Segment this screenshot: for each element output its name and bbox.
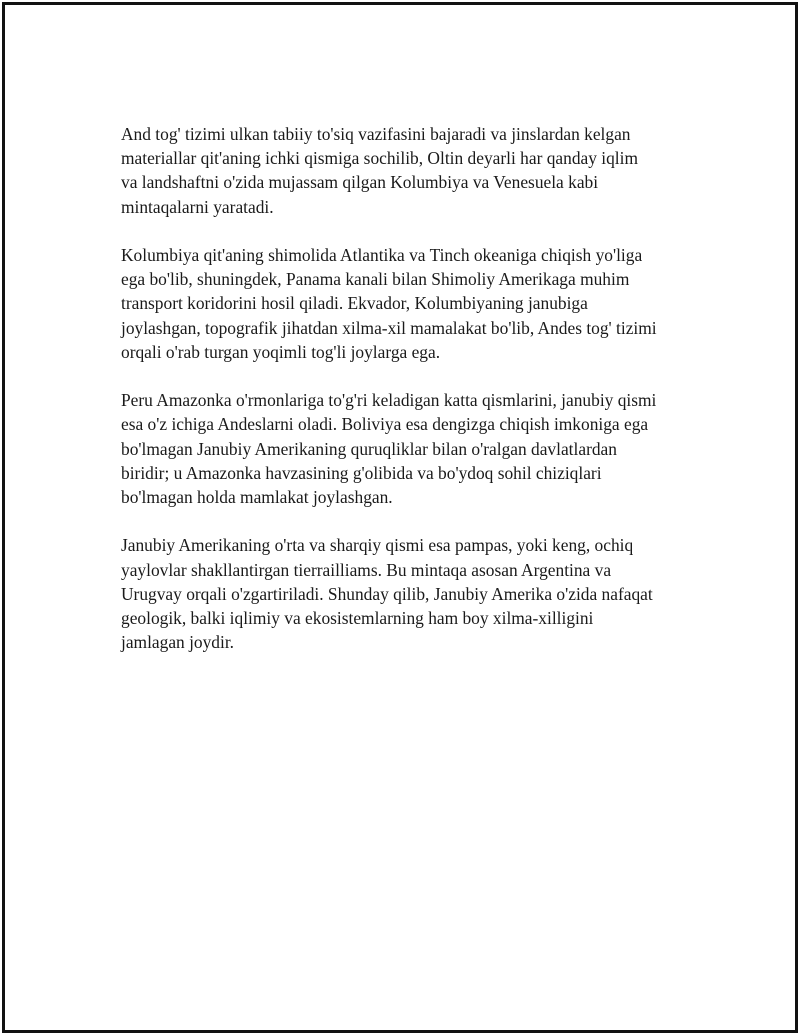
text-line: jamlagan joydir. <box>121 632 235 653</box>
text-line: Kolumbiya qit'aning shimolida Atlantika va Tinch okeaniga chiqish yo'liga <box>121 245 643 265</box>
text-line: bo'lmagan holda mamlakat joylashgan. <box>121 487 393 508</box>
text-line: transport koridorini hosil qiladi. Ekvador, Kolumbiyaning janubiga <box>121 293 588 314</box>
text-line: Janubiy Amerikaning o'rta va sharqiy qismi esa pampas, yoki keng, ochiq <box>121 535 634 556</box>
text-line: geologik, balki iqlimiy va ekosistemlarning ham boy xilma-xilligini <box>121 608 594 629</box>
text-line: orqali o'rab turgan yoqimli tog'li joylarga ega. <box>121 341 441 362</box>
text-line: Peru Amazonka o'rmonlariga to'g'ri keladigan katta qismlarini, janubiy qismi <box>121 390 657 411</box>
paragraph-2 <box>121 243 701 364</box>
paragraph-4 <box>121 533 701 654</box>
text-line: yaylovlar shakllantirgan tierrailliams. Bu mintaqa asosan Argentina va <box>121 559 612 580</box>
text-line: mintaqalarni yaratadi. <box>121 196 274 217</box>
text-line: biridir; u Amazonka havzasining g'olibida va bo'ydoq sohil chiziqlari <box>121 462 602 483</box>
text-line: materiallar qit'aning ichki qismiga sochilib, Oltin deyarli har qanday iqlim <box>121 148 638 169</box>
text-line: ega bo'lib, shuningdek, Panama kanali bilan Shimoliy Amerikaga muhim <box>121 269 630 290</box>
paragraph-3 <box>121 388 701 509</box>
text-line: esa o'z ichiga Andeslarni oladi. Boliviya esa dengizga chiqish imkoniga ega <box>121 414 649 435</box>
text-line: joylashgan, topografik jihatdan xilma-xil mamalakat bo'lib, Andes tog' tizimi <box>121 317 657 338</box>
text-line: va landshaftni o'zida mujassam qilgan Kolumbiya va Venesuela kabi <box>121 172 599 193</box>
page-frame <box>2 2 798 1033</box>
text-line: Urugvay orqali o'zgartiriladi. Shunday qilib, Janubiy Amerika o'zida nafaqat <box>121 583 653 604</box>
paragraph-1 <box>121 122 701 219</box>
text-line: bo'lmagan Janubiy Amerikaning quruqliklar bilan o'ralgan davlatlardan <box>121 438 617 459</box>
text-line: And tog' tizimi ulkan tabiiy to'siq vazifasini bajaradi va jinslardan kelgan <box>121 124 631 144</box>
document-body <box>121 122 701 679</box>
